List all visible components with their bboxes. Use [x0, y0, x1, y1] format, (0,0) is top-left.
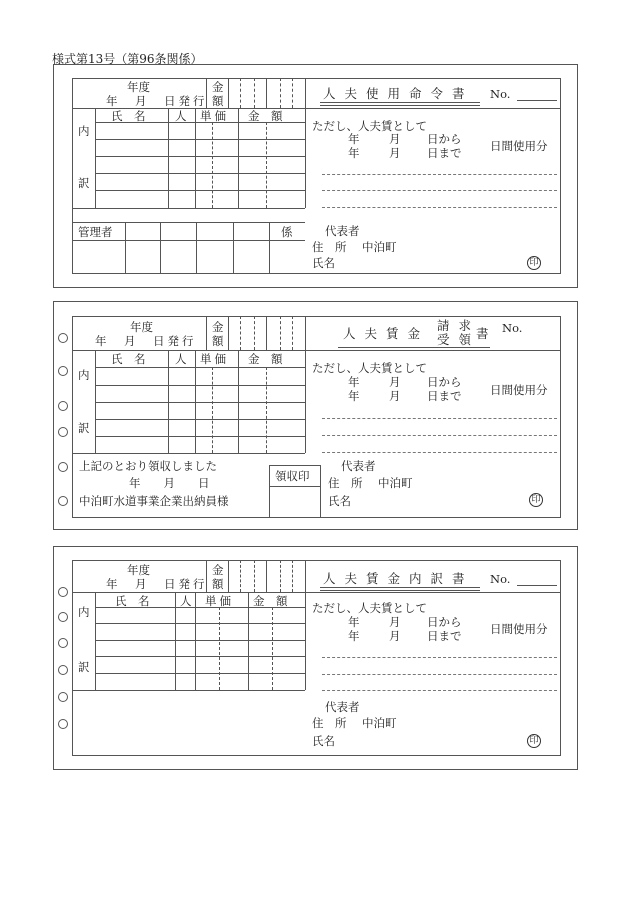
day-from-label: 日から [427, 132, 462, 146]
form3-title: 人夫賃金内訳書 [323, 571, 474, 586]
day-from-label: 日から [427, 375, 462, 389]
punch-hole-icon [58, 427, 68, 437]
punch-hole-icon [58, 401, 68, 411]
issue-date-label: 年 月 日発行 [106, 577, 208, 591]
receipt-addressee: 中泊町水道事業企業出納員様 [79, 494, 229, 508]
town-name: 中泊町 [362, 240, 397, 254]
form-title: 様式第13号（第96条関係） [52, 52, 203, 66]
year-label: 年 [348, 615, 360, 629]
representative-label: 代表者 [341, 459, 376, 473]
uchi-label: 内 [78, 605, 90, 619]
town-name: 中泊町 [378, 476, 413, 490]
issue-date-label: 年 月 日発行 [95, 334, 197, 348]
address-label: 住 所 [312, 716, 347, 730]
shimei-header: 氏 名 [111, 109, 146, 123]
ryoshuin-label: 領収印 [275, 469, 310, 483]
punch-hole-icon [58, 665, 68, 675]
punch-hole-icon [58, 333, 68, 343]
seal-icon: 印 [527, 734, 541, 748]
town-name: 中泊町 [362, 716, 397, 730]
name-label: 氏名 [328, 494, 351, 508]
kakari-label: 係 [281, 225, 293, 239]
punch-hole-icon [58, 692, 68, 702]
days-used-label: 日間使用分 [490, 139, 548, 153]
month-label: 月 [389, 615, 401, 629]
uchi-label: 内 [78, 124, 90, 138]
nendo-label: 年度 [127, 80, 150, 94]
day-from-label: 日から [427, 615, 462, 629]
wake-label: 訳 [78, 176, 90, 190]
address-label: 住 所 [328, 476, 363, 490]
days-used-label: 日間使用分 [490, 383, 548, 397]
kanrisha-label: 管理者 [78, 225, 113, 239]
representative-label: 代表者 [325, 700, 360, 714]
name-label: 氏名 [312, 734, 335, 748]
nin-header: 人 [175, 109, 187, 123]
punch-hole-icon [58, 612, 68, 622]
day-until-label: 日まで [427, 629, 462, 643]
form1-title: 人夫使用命令書 [323, 86, 474, 101]
month-label: 月 [389, 389, 401, 403]
gaku-label: 額 [212, 94, 224, 108]
uchi-label: 内 [78, 368, 90, 382]
no-label: No. [490, 572, 511, 586]
issue-date-label: 年 月 日発行 [106, 94, 208, 108]
month-label: 月 [389, 132, 401, 146]
tanka-header: 単価 [200, 109, 229, 123]
tadashi-text: ただし、人夫賃として [312, 119, 427, 133]
shimei-header: 氏 名 [115, 594, 150, 608]
gaku-label: 額 [212, 577, 224, 591]
month-label: 月 [389, 146, 401, 160]
nin-header: 人 [180, 594, 192, 608]
shimei-header: 氏 名 [111, 352, 146, 366]
punch-hole-icon [58, 496, 68, 506]
seal-icon: 印 [529, 493, 543, 507]
kin-label: 金 [212, 320, 224, 334]
punch-hole-icon [58, 366, 68, 376]
year-label: 年 [348, 375, 360, 389]
year-label: 年 [348, 146, 360, 160]
punch-hole-icon [58, 719, 68, 729]
punch-hole-icon [58, 638, 68, 648]
receipt-date: 年 月 日 [129, 476, 210, 490]
kin-label: 金 [212, 80, 224, 94]
punch-hole-icon [58, 587, 68, 597]
punch-hole-icon [58, 462, 68, 472]
name-label: 氏名 [312, 256, 335, 270]
form2-title-bottom: 受領 [437, 332, 481, 347]
kin-label: 金 [212, 563, 224, 577]
form2-title-top: 請求 [437, 318, 481, 333]
seal-icon: 印 [527, 256, 541, 270]
year-label: 年 [348, 389, 360, 403]
year-label: 年 [348, 132, 360, 146]
days-used-label: 日間使用分 [490, 622, 548, 636]
gaku-label: 額 [212, 334, 224, 348]
tadashi-text: ただし、人夫賃として [312, 601, 427, 615]
nendo-label: 年度 [127, 563, 150, 577]
nin-header: 人 [175, 352, 187, 366]
kingaku-header: 金 額 [248, 352, 283, 366]
no-label: No. [502, 321, 523, 335]
day-until-label: 日まで [427, 146, 462, 160]
month-label: 月 [389, 375, 401, 389]
wake-label: 訳 [78, 660, 90, 674]
kingaku-header: 金 額 [248, 109, 283, 123]
tanka-header: 単価 [200, 352, 229, 366]
month-label: 月 [389, 629, 401, 643]
form2-title-main: 人夫賃金 [343, 326, 430, 341]
representative-label: 代表者 [325, 224, 360, 238]
tadashi-text: ただし、人夫賃として [312, 361, 427, 375]
wake-label: 訳 [78, 421, 90, 435]
address-label: 住 所 [312, 240, 347, 254]
year-label: 年 [348, 629, 360, 643]
tanka-header: 単価 [205, 594, 234, 608]
receipt-text: 上記のとおり領収しました [79, 459, 217, 473]
nendo-label: 年度 [130, 320, 153, 334]
form2-title-end: 書 [476, 326, 498, 341]
kingaku-header: 金 額 [253, 594, 288, 608]
day-until-label: 日まで [427, 389, 462, 403]
no-label: No. [490, 87, 511, 101]
